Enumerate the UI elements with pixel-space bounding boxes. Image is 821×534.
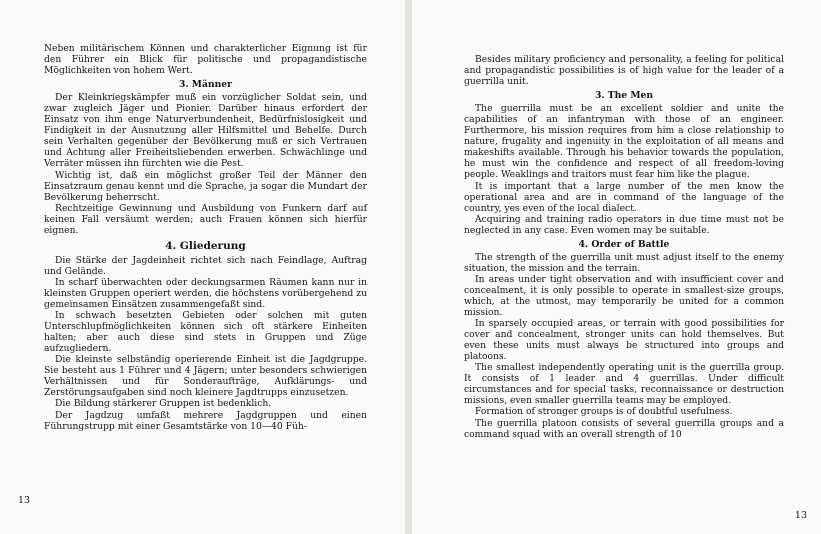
paragraph: Die kleinste selbständig operierende Einheit ist die Jagdgruppe. Sie besteht aus 1 Führer und 4 Jägern; unter besonders schwierigen Verhältnissen und für Sonderaufträge, Aufklärungs- und Zerstörungsaufgaben sind noch kleinere Jagdtrupps einzusetzen. [44,354,367,399]
paragraph: It is important that a large number of the men know the operational area and are in command of the language of the country, yes even of the local dialect. [464,180,784,214]
paragraph: Acquiring and training radio operators in due time must not be neglected in any case. Even women may be suitable. [464,213,784,236]
paragraph: Der Jagdzug umfaßt mehrere Jagdgruppen und einen Führungstrupp mit einer Gesamtstärke von 10—40 Füh- [44,409,367,432]
section-heading: 4. Gliederung [165,239,246,252]
paragraph: The strength of the guerrilla unit must adjust itself to the enemy situation, the mission and the terrain. [464,251,784,274]
right-page-number: 13 [794,510,807,521]
paragraph: Neben militärischem Können und charakterlicher Eignung ist für den Führer ein Blick für politische und propagandistische Möglichkeiten von hohem Wert. [44,43,367,77]
left-page-text [44,43,367,432]
paragraph: Formation of stronger groups is of doubtful usefulness. [475,406,733,418]
paragraph: Besides military proficiency and personality, a feeling for political and propagandistic possibilities is of high value for the leader of a guerrilla unit. [464,54,784,88]
right-page [412,0,821,534]
left-page-number: 13 [18,495,31,506]
paragraph: Die Bildung stärkerer Gruppen ist bedenklich. [55,398,272,410]
section-heading: 4. Order of Battle [578,238,670,250]
section-heading: 3. Männer [179,79,232,91]
paragraph: In sparsely occupied areas, or terrain with good possibilities for cover and concealment, stronger units can hold themselves. But even these units must always be structured into groups and platoons. [464,318,784,363]
paragraph: Der Kleinkriegskämpfer muß ein vorzüglicher Soldat sein, und zwar zugleich Jäger und Pionier. Darüber hinaus erfordert der Einsatz von ihm enge Naturverbundenheit, Bedürfnislosigkeit und Findigkeit in der Ausnutzung aller Hilfsmittel und Behelfe. Durch sein Verhalten gegenüber der Bevölkerung muß er sich Vertrauen und Achtung aller Freiheitsliebenden erwerben. Schwächlinge und Verräter müssen ihn fürchten wie die Pest. [44,92,367,170]
paragraph: The smallest independently operating unit is the guerrilla group. It consists of 1 leader and 4 guerrillas. Under difficult circumstances and for special tasks, reconnaissance or destruction missions, even smaller guerrilla teams may be employed. [464,362,784,407]
paragraph: Wichtig ist, daß ein möglichst großer Teil der Männer den Einsatzraum genau kennt und die Sprache, ja sogar die Mundart der Bevölkerung beherrscht. [44,169,367,203]
section-heading: 3. The Men [594,90,654,102]
paragraph: In areas under tight observation and with insufficient cover and concealment, it is only possible to operate in smallest-size groups, which, at the utmost, may temporarily be united for a common mission. [464,273,784,319]
right-page-text [464,54,784,440]
paragraph: In schwach besetzten Gebieten oder solchen mit guten Unterschlupfmöglichkeiten können sich oft stärkere Einheiten halten; aber auch diese sind stets in Gruppen und Züge aufzugliedern. [44,310,367,355]
paragraph: Die Stärke der Jagdeinheit richtet sich nach Feindlage, Auftrag und Gelände. [44,254,367,277]
paragraph: The guerrilla must be an excellent soldier and unite the capabilities of an infantryman with those of an engineer. Furthermore, his mission requires from him a close relationship to nature, frugality and ingenuity in the exploitation of all means and makeshifts available. Through his behavior towards the population, he must win the confidence and respect of all freedom-loving people. Weaklings and traitors must fear him like the plague. [464,103,784,181]
paragraph: In scharf überwachten oder deckungsarmen Räumen kann nur in kleinsten Gruppen operiert werden, die höchstens vorübergehend zu gemeinsamen Einsätzen zusammengefaßt sind. [44,276,367,311]
book-gutter [405,0,412,534]
left-page [0,0,405,534]
paragraph: The guerrilla platoon consists of several guerrilla groups and a command squad with an overall strength of 10 [464,417,784,440]
paragraph: Rechtzeitige Gewinnung und Ausbildung von Funkern darf auf keinen Fall versäumt werden; auch Frauen können sich hierfür eignen. [44,202,367,236]
